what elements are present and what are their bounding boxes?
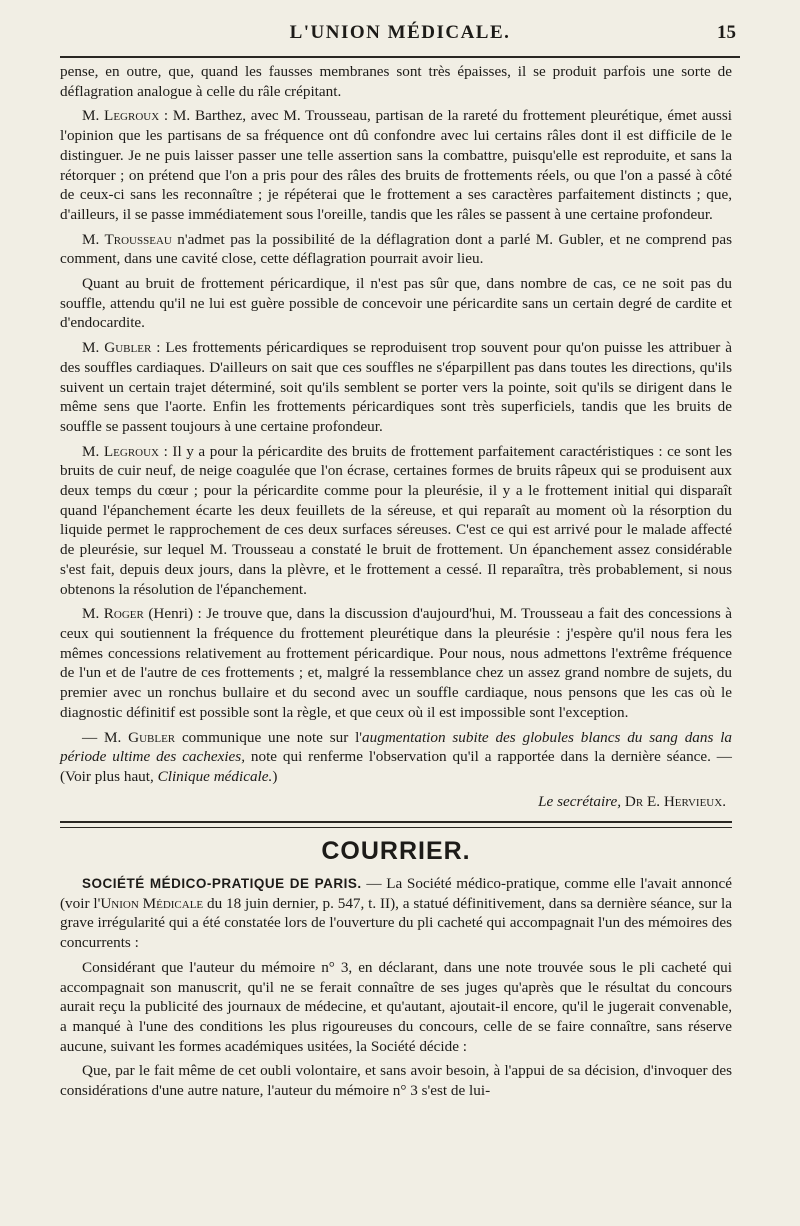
paragraph-text: Considérant que l'auteur du mémoire n° 3, en déclarant, dans une note trouvée sous le pli cacheté qui accompagnait son manuscrit, qu'il ne se ferait connaître de ses juges qu'après que le résultat du concours aurait reçu la publicité des journaux de médecine, et qu'autant, ajoutait-il encore, qu'il le jugerait convenable, a manqué à l'une des conditions les plus rigoureuses du concours, celle de se faire connaître, sans réserve aucune, suivant les formes académiques usitées, la Société décide : — [60, 958, 732, 1055]
speaker-name: M. Legroux — [82, 442, 159, 460]
running-header — [60, 20, 740, 46]
paragraph-text: ) — [272, 767, 278, 785]
speaker-name: M. Roger — [82, 605, 144, 623]
italic-text: Clinique médicale. — [157, 767, 273, 785]
paragraph — [60, 274, 732, 333]
paragraph — [60, 874, 732, 953]
signature — [60, 792, 732, 812]
section-divider — [60, 821, 732, 828]
paragraph — [60, 1061, 732, 1100]
section-title: COURRIER. — [321, 837, 471, 866]
paragraph — [60, 62, 732, 101]
paragraph-text: n'admet pas la possibilité de la déflagration dont a parlé M. Gubler, et ne comprend pas comment, dans une cavité close, cette déflagration pourrait avoir lieu. — [60, 230, 733, 268]
running-title: L'UNION MÉDICALE. — [289, 22, 511, 43]
society-name: SOCIÉTÉ MÉDICO-PRATIQUE DE PARIS. — [82, 876, 362, 892]
speaker-name: M. Gubler — [104, 728, 176, 746]
paragraph — [60, 958, 732, 1057]
speaker-name: M. Trousseau — [82, 230, 172, 248]
paragraph-text: — La Société médico-pratique, comme elle l'avait annoncé (voir l' — [60, 875, 732, 912]
signature-role: Le secrétaire, — [538, 792, 622, 810]
dash: — — [82, 728, 104, 746]
paragraph — [60, 106, 732, 224]
paragraph — [60, 442, 732, 600]
paragraph — [60, 338, 732, 437]
paragraph — [60, 728, 732, 787]
page-number: 15 — [717, 22, 736, 43]
paragraph-text: note qui renferme l'observation qu'il a rapportée dans la dernière séance. — (Voir plus haut, — [60, 748, 732, 785]
paragraph-text: : Les frottements péricardiques se reproduisent trop souvent pour qu'on puisse les attribuer à des souffles cardiaques. D'ailleurs on sait que ces souffles ne s'éparpillent pas dans toutes les directions, qu'ils suivent un certain trajet déterminé, soit qu'ils semblent se porter vers la pointe, soit qu'ils se dirigent dans le même sens que l'aorte. Enfin les frottements péricardiques sont très superficiels, tandis que les bruits de souffle se passent toujours à une certaine profondeur. — [60, 339, 732, 435]
speaker-name: M. Gubler — [82, 339, 152, 357]
speaker-name: M. Legroux — [82, 107, 160, 125]
header-rule — [60, 56, 740, 58]
paragraph-text: du 18 juin dernier, p. 547, t. II), a statué définitivement, dans sa dernière séance, sur la grave irrégularité qui a été constatée lors de l'ouverture du pli cacheté qui accompagnait l'un des mémoires des concurrents : — [60, 894, 732, 952]
journal-name: Union Médicale — [100, 894, 204, 912]
paragraph-text: communique une note sur l' — [175, 728, 363, 746]
page-body — [60, 62, 732, 1106]
paragraph-text: pense, en outre, que, quand les fausses membranes sont très épaisses, il se produit parfois une sorte de déflagration analogue à celle du râle crépitant. — [60, 63, 732, 100]
signature-name: Dr E. Hervieux. — [621, 792, 726, 810]
paragraph-text: Quant au bruit de frottement péricardique, il n'est pas sûr que, dans nombre de cas, ce ne soit pas du souffle, attendu qu'il ne lui est guère possible de concevoir une péricardite sans un certain degré de cardite et d'endocardite. — [60, 275, 732, 332]
paragraph — [60, 230, 732, 269]
paragraph-text: (Henri) : Je trouve que, dans la discussion d'aujourd'hui, M. Trousseau a fait des concessions à ceux qui soutiennent la fréquence du frottement pleurétique dans la pleurésie : j'espère qu'il nous fera les mêmes concessions relativement au frottement péricardique. Pour nous, nous admettons l'extrême fréquence de l'un et de l'autre de ces frottements ; et, malgré la ressemblance chez un assez grand nombre de sujets, du premier avec un ronchus bullaire et du second avec un souffle cardiaque, nous pensons que les cas où le diagnostic définitif est possible sont la règle, et que ceux où il est impossible sont l'exception. — [60, 605, 733, 721]
italic-text: augmentation subite des globules blancs du sang dans la période ultime des cachexies, — [60, 728, 733, 766]
paragraph-text: Que, par le fait même de cet oubli volontaire, et sans avoir besoin, à l'appui de sa décision, d'invoquer des considérations d'une autre nature, l'auteur du mémoire n° 3 s'est de lui- — [60, 1062, 732, 1100]
paragraph-text: : M. Barthez, avec M. Trousseau, partisan de la rareté du frottement pleurétique, émet aussi l'opinion que les partisans de sa fréquence ont dû confondre avec lui certains râles dont il est difficile de le distinguer. Je ne puis laisser passer une telle assertion sans la combattre, puisqu'elle est reproduite, et sans la rétorquer ; on prétend que l'on a pris pour des râles des bruits de frottements réels, ou que l'on a passé à côté de ceux-ci sans les reconnaître ; je répéterai que le frottement a ses caractères parfaitement distincts ; que, d'ailleurs, il se passe immédiatement sous l'oreille, tandis que les râles se passent à une certaine profondeur. — [60, 107, 732, 223]
paragraph-text: : Il y a pour la péricardite des bruits de frottement parfaitement caractéristiques : ce sont les bruits de cuir neuf, de neige coagulée que l'on écrase, certaines formes de bruits râpeux qui se produisent aux deux temps du cœur ; pour la péricardite comme pour la pleurésie, il y a le frottement initial qui disparaît quand l'épanchement écarte les deux feuillets de la séreuse, et qui reparaît au moment où la résorption du liquide permet le rapprochement de ces deux surfaces séreuses. C'est ce qui est arrivé pour le malade affecté de pleurésie, sur lequel M. Trousseau a constaté le bruit de frottement. Un épanchement assez considérable s'est fait, depuis deux jours, dans la plèvre, et le frottement a cessé. Il reparaîtra, très probablement, si nous obtenons la résolution de l'épanchement. — [60, 442, 732, 598]
paragraph — [60, 604, 732, 722]
